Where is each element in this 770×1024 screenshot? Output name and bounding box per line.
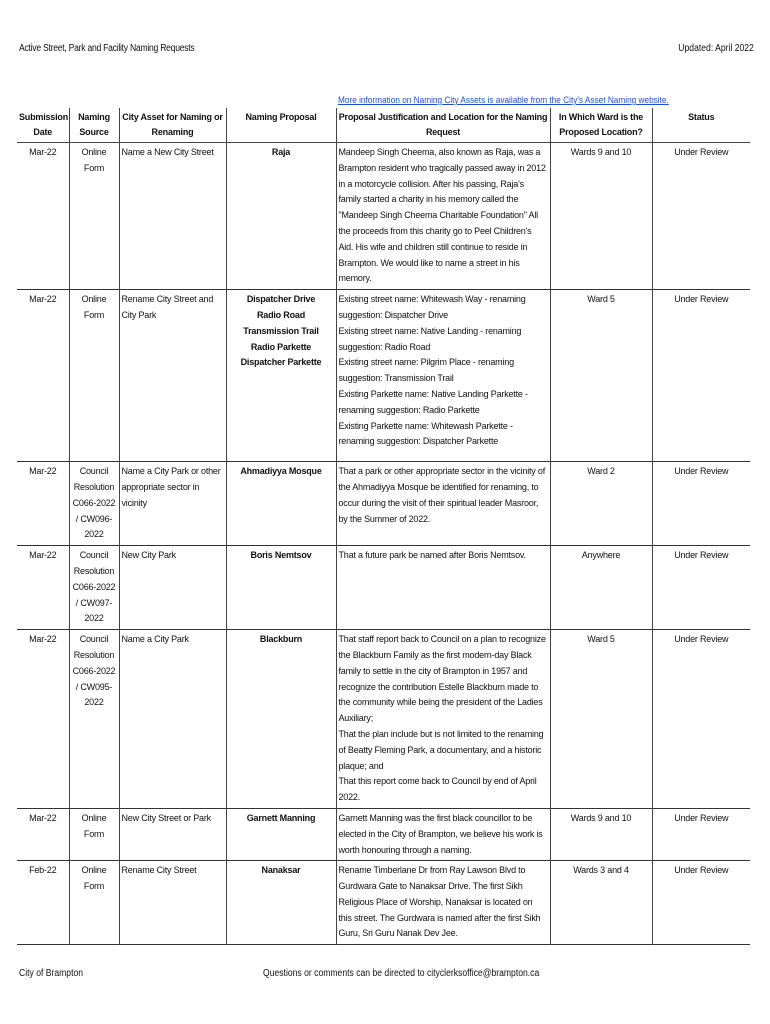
naming-proposal-cell <box>226 143 336 290</box>
justification-paragraph: Existing street name: Whitewash Way - renaming suggestion: Dispatcher Drive <box>338 294 526 320</box>
justification-cell <box>336 143 550 290</box>
submission-date-cell: Mar-22 <box>29 466 57 477</box>
proposal-name: Boris Nemtsov <box>250 550 312 561</box>
proposal-name: Radio Parkette <box>250 341 312 352</box>
justification-paragraph: That the plan include but is not limited to the renaming of Beatty Fleming Park, a documentary, and a historic plaque; and <box>338 728 544 771</box>
column-header-status: Status <box>652 108 750 143</box>
footer-contact: Questions or comments can be directed to cityclerksoffice@brampton.ca <box>263 968 540 979</box>
justification-cell <box>336 290 550 462</box>
table-row <box>17 808 750 860</box>
city-asset-cell: Rename City Street and City Park <box>119 290 226 462</box>
justification-cell <box>336 861 550 945</box>
column-header-submission-date: Submission Date <box>19 112 69 137</box>
naming-proposal-cell <box>226 630 336 809</box>
city-asset-cell: Name a City Park or other appropriate sector in vicinity <box>119 462 226 546</box>
justification-cell <box>336 630 550 809</box>
naming-source-cell: Council Resolution C066-2022 / CW097-2022 <box>69 546 119 630</box>
ward-cell: Ward 5 <box>550 290 652 462</box>
status-cell: Under Review <box>652 861 750 945</box>
proposal-name: Dispatcher Drive <box>246 294 316 305</box>
status-cell: Under Review <box>652 462 750 546</box>
naming-proposal-cell <box>226 462 336 546</box>
status-cell: Under Review <box>652 546 750 630</box>
justification-paragraph: Rename Timberlane Dr from Ray Lawson Blvd to Gurdwara Gate to Nanaksar Drive. The first Sikh Religious Place of Worship, Nanaksar is located on this street. The Gurdwara is named after the first Sikh Guru, Sri Guru Nanak Dev Jee. <box>338 865 541 939</box>
proposal-name: Ahmadiyya Mosque <box>240 466 322 477</box>
submission-date-cell: Mar-22 <box>29 550 57 561</box>
asset-naming-website-link[interactable]: More information on Naming City Assets is available from the City's Asset Naming website. <box>338 95 669 106</box>
justification-paragraph: Garnett Manning was the first black councillor to be elected in the City of Brampton, we believe his work is worth honouring through a naming. <box>338 812 543 855</box>
naming-source-cell: Online Form <box>69 143 119 290</box>
city-asset-cell: Rename City Street <box>119 861 226 945</box>
updated-date: Updated: April 2022 <box>678 43 754 54</box>
justification-paragraph: That this report come back to Council by end of April 2022. <box>338 776 537 803</box>
naming-proposal-cell <box>226 290 336 462</box>
table-row <box>17 462 750 546</box>
proposal-name: Transmission Trail <box>243 325 319 336</box>
city-asset-cell: New City Street or Park <box>119 808 226 860</box>
ward-cell: Wards 9 and 10 <box>550 808 652 860</box>
naming-source-cell: Online Form <box>69 861 119 945</box>
city-asset-cell: New City Park <box>119 546 226 630</box>
table-row <box>17 630 750 809</box>
column-header-ward: In Which Ward is the Proposed Location? <box>550 108 652 143</box>
justification-paragraph: That a park or other appropriate sector in the vicinity of the Ahmadiyya Mosque be identified for renaming, to occur during the visit of their spiritual leader Masroor, by the Summer of 2022. <box>338 466 546 524</box>
city-asset-cell: Name a New City Street <box>119 143 226 290</box>
proposal-name: Nanaksar <box>261 865 301 876</box>
table-row <box>17 546 750 630</box>
naming-proposal-cell <box>226 546 336 630</box>
ward-cell: Ward 2 <box>550 462 652 546</box>
submission-date-cell: Mar-22 <box>29 634 57 645</box>
justification-paragraph: Mandeep Singh Cheema, also known as Raja, was a Brampton resident who tragically passed away in 2012 in a motorcycle collision. After his passing, Raja's family started a charity in his memory called the "Mandeep Singh Cheema Charitable Foundation" All the proceeds from this charity go to Peel Children's Aid. His wife and children still continue to reside in Brampton. We would like to name a street in his memory. <box>338 147 546 284</box>
table-row <box>17 143 750 290</box>
column-header-city-asset: City Asset for Naming or Renaming <box>119 108 226 143</box>
justification-cell <box>336 546 550 630</box>
column-header-naming-proposal: Naming Proposal <box>226 108 336 143</box>
naming-requests-table <box>17 108 750 945</box>
submission-date-cell: Mar-22 <box>29 812 57 823</box>
city-asset-cell: Name a City Park <box>119 630 226 809</box>
justification-cell <box>336 808 550 860</box>
ward-cell: Wards 3 and 4 <box>550 861 652 945</box>
ward-cell: Wards 9 and 10 <box>550 143 652 290</box>
status-cell: Under Review <box>652 630 750 809</box>
table-body <box>17 143 750 945</box>
justification-paragraph: Existing street name: Pilgrim Place - renaming suggestion: Transmission Trail <box>338 357 514 384</box>
submission-date-cell: Mar-22 <box>29 147 57 157</box>
naming-source-cell: Council Resolution C066-2022 / CW095-2022 <box>69 630 119 809</box>
justification-paragraph: Existing Parkette name: Whitewash Parkette - renaming suggestion: Dispatcher Parkette <box>338 420 513 447</box>
naming-proposal-cell <box>226 808 336 860</box>
proposal-name: Raja <box>271 147 291 157</box>
table-row <box>17 861 750 945</box>
naming-source-cell: Council Resolution C066-2022 / CW096-2022 <box>69 462 119 546</box>
justification-cell <box>336 462 550 546</box>
proposal-name: Radio Road <box>256 309 305 320</box>
submission-date-cell: Feb-22 <box>29 865 57 876</box>
submission-date-cell: Mar-22 <box>29 294 57 305</box>
column-header-naming-source: Naming Source <box>69 108 119 143</box>
ward-cell: Ward 5 <box>550 630 652 809</box>
proposal-name: Dispatcher Parkette <box>240 357 322 368</box>
justification-paragraph: That staff report back to Council on a plan to recognize the Blackburn Family as the first modern-day Black family to settle in the city of Brampton in 1957 and recognize the contribution Estelle Blackburn made to the community while being the president of the Ladies Auxiliary; <box>338 634 546 724</box>
justification-paragraph: Existing street name: Native Landing - renaming suggestion: Radio Road <box>338 325 522 352</box>
status-cell: Under Review <box>652 290 750 462</box>
naming-source-cell: Online Form <box>69 290 119 462</box>
justification-paragraph: That a future park be named after Boris Nemtsov. <box>338 550 526 561</box>
column-header-justification: Proposal Justification and Location for the Naming Request <box>336 108 550 143</box>
status-cell: Under Review <box>652 143 750 290</box>
naming-proposal-cell <box>226 861 336 945</box>
footer-organization: City of Brampton <box>19 968 84 979</box>
ward-cell: Anywhere <box>550 546 652 630</box>
naming-source-cell: Online Form <box>69 808 119 860</box>
table-header-row <box>17 108 750 143</box>
proposal-name: Garnett Manning <box>246 812 316 823</box>
page-title: Active Street, Park and Facility Naming Requests <box>19 43 195 54</box>
justification-paragraph: Existing Parkette name: Native Landing Parkette - renaming suggestion: Radio Parkette <box>338 388 528 415</box>
proposal-name: Blackburn <box>259 634 303 645</box>
status-cell: Under Review <box>652 808 750 860</box>
table-row <box>17 290 750 462</box>
